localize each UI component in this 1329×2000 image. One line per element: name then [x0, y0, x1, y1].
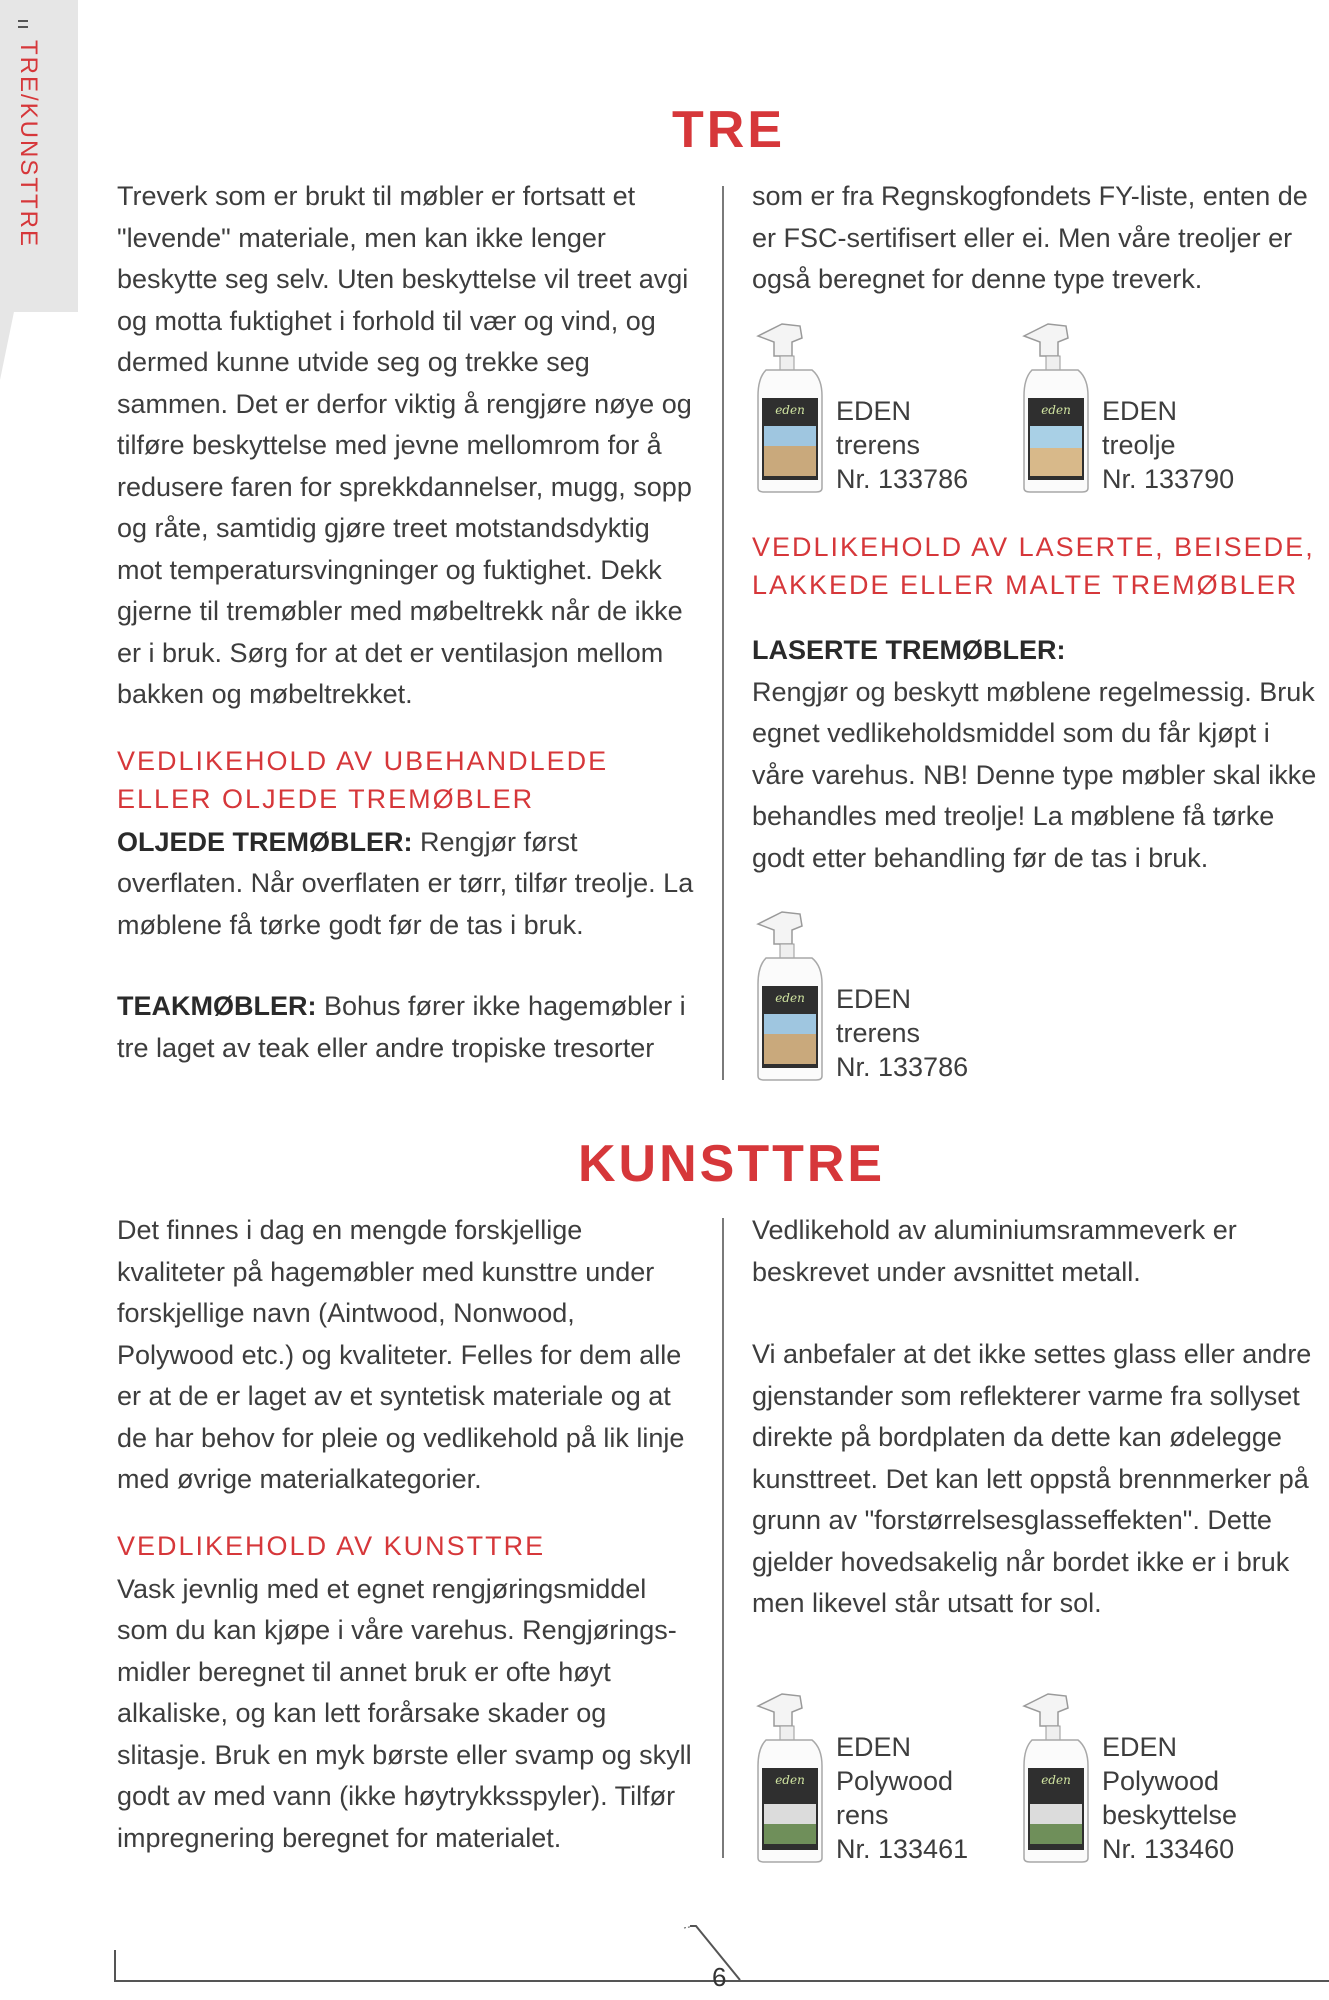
tre-right-column: [752, 176, 1329, 301]
heading-untreated: VEDLIKEHOLD AV UBEHANDLEDE ELLER OLJEDE TREMØBLER: [117, 745, 609, 814]
teak-label: TEAKMØBLER:: [117, 991, 317, 1021]
glazed-text: Rengjør og beskytt møblene regelmessig. Bruk egnet vedlikeholdsmiddel som du får kjøpt i våre varehus. NB! Denne type møbler skal ikke behandles med treolje! La møblene få tørke godt etter behandling før de tas i bruk.: [752, 676, 1317, 873]
heading-kunsttre: VEDLIKEHOLD AV KUNSTTRE: [117, 1530, 546, 1561]
product-number: Nr. 133790: [1102, 464, 1235, 494]
menu-mark-icon: [18, 20, 28, 28]
svg-text:eden: eden: [1041, 403, 1071, 417]
side-section-label: TRE/KUNSTTRE: [15, 40, 42, 249]
product-number: Nr. 133461: [836, 1834, 969, 1864]
kunsttre-right-column: [752, 1210, 1322, 1625]
svg-text:eden: eden: [1041, 1773, 1071, 1787]
product-label: EDEN Polywood beskyttelse Nr. 133460: [1102, 1732, 1238, 1864]
spray-bottle-icon: [1018, 316, 1096, 494]
product-trerens-2: [752, 904, 1012, 1084]
product-label: EDEN trerens Nr. 133786: [836, 396, 969, 494]
heading-lacquered: VEDLIKEHOLD AV LASERTE, BEISEDE, LAKKEDE ELLER MALTE TREMØBLER: [752, 532, 1315, 600]
tre-right-lower: [752, 528, 1322, 879]
spray-bottle-icon: [752, 904, 830, 1082]
product-polywood-beskyttelse: [1018, 1686, 1278, 1866]
product-number: Nr. 133786: [836, 1052, 969, 1082]
glazed-label: LASERTE TREMØBLER:: [752, 635, 1066, 665]
tre-left-column: [117, 176, 697, 1069]
tre-right-intro: som er fra Regnskogfondets FY-liste, enten de er FSC-sertifisert eller ei. Men våre treoljer er også beregnet for denne type treverk.: [752, 181, 1308, 294]
product-label: EDEN trerens Nr. 133786: [836, 984, 969, 1082]
product-number: Nr. 133460: [1102, 1834, 1235, 1864]
tre-intro: Treverk som er brukt til møbler er fortsatt et "levende" materiale, men kan ikke lenger beskytte seg selv. Uten beskyttelse vil treet avgi og motta fuktighet i forhold til vær og vind, og dermed kunne utvide seg og trekke seg sammen. Det er derfor viktig å rengjøre nøye og tilføre beskyttelse med jevne mellomrom for å redusere faren for sprekkdannelser, mugg, sopp og råte, samtidig gjøre treet motstandsdyktig mot temperatursvingninger og fuktighet. Dekk gjerne til tremøbler med møbeltrekk når de ikke er i bruk. Sørg for at det er ventilasjon mellom bakken og møbeltrekket.: [117, 181, 692, 709]
kunsttre-right-p1: Vedlikehold av aluminiumsrammeverk er beskrevet under avsnittet metall.: [752, 1215, 1237, 1287]
teak-paragraph: [117, 986, 697, 1069]
oiled-paragraph: [117, 822, 697, 947]
product-label: EDEN treolje Nr. 133790: [1102, 396, 1235, 494]
teak-text: Bohus fører ikke hagemøbler i tre laget av teak eller andre tropiske tresorter: [117, 991, 686, 1063]
footer-tick: [114, 1950, 116, 1982]
product-number: Nr. 133786: [836, 464, 969, 494]
spray-bottle-icon: [752, 316, 830, 494]
product-label: EDEN Polywood rens Nr. 133461: [836, 1732, 969, 1864]
spray-bottle-icon: [1018, 1686, 1096, 1864]
svg-text:eden: eden: [775, 991, 805, 1005]
product-trerens-1: [752, 316, 1012, 496]
product-polywood-rens: [752, 1686, 1012, 1866]
oiled-text: Rengjør først overflaten. Når overflaten er tørr, tilfør treolje. La møblene få tørke godt før de tas i bruk.: [117, 826, 694, 940]
section-title-kunsttre: KUNSTTRE: [578, 1135, 886, 1193]
section-title-tre: TRE: [672, 101, 785, 159]
kunsttre-column-divider: [722, 1218, 724, 1858]
spray-bottle-icon: [752, 1686, 830, 1864]
svg-text:eden: eden: [775, 1773, 805, 1787]
product-treolje: [1018, 316, 1278, 496]
svg-text:eden: eden: [775, 403, 805, 417]
kunsttre-left-column: [117, 1210, 697, 1859]
kunsttre-maintenance: Vask jevnlig med et egnet rengjøringsmiddel som du kan kjøpe i våre varehus. Rengjørings-midler beregnet til annet bruk er ofte høyt alkaliske, og kan lett forårsake skader og slitasje. Bruk en myk børste eller svamp og skyll godt av med vann (ikke høytrykksspyler). Tilfør impregnering beregnet for materialet.: [117, 1573, 692, 1853]
kunsttre-intro: Det finnes i dag en mengde forskjellige kvaliteter på hagemøbler med kunsttre under forskjellige navn (Aintwood, Nonwood, Polywood etc.) og kvaliteter. Felles for dem alle er at de er laget av et syntetisk materiale og at de har behov for pleie og vedlikehold på lik linje med øvrige materialkategorier.: [117, 1215, 685, 1494]
kunsttre-right-p2: Vi anbefaler at det ikke settes glass eller andre gjenstander som reflekterer varme fra sollyset direkte på bordplaten da dette kan ødelegge kunsttreet. Det kan lett oppstå brennmerker på grunn av "forstørrelsesglasseffekten". Dette gjelder hovedsakelig når bordet ikke er i bruk men likevel står utsatt for sol.: [752, 1339, 1312, 1618]
tre-column-divider: [722, 186, 724, 1080]
oiled-label: OLJEDE TREMØBLER:: [117, 826, 413, 857]
page-number: 6: [712, 1962, 727, 1992]
